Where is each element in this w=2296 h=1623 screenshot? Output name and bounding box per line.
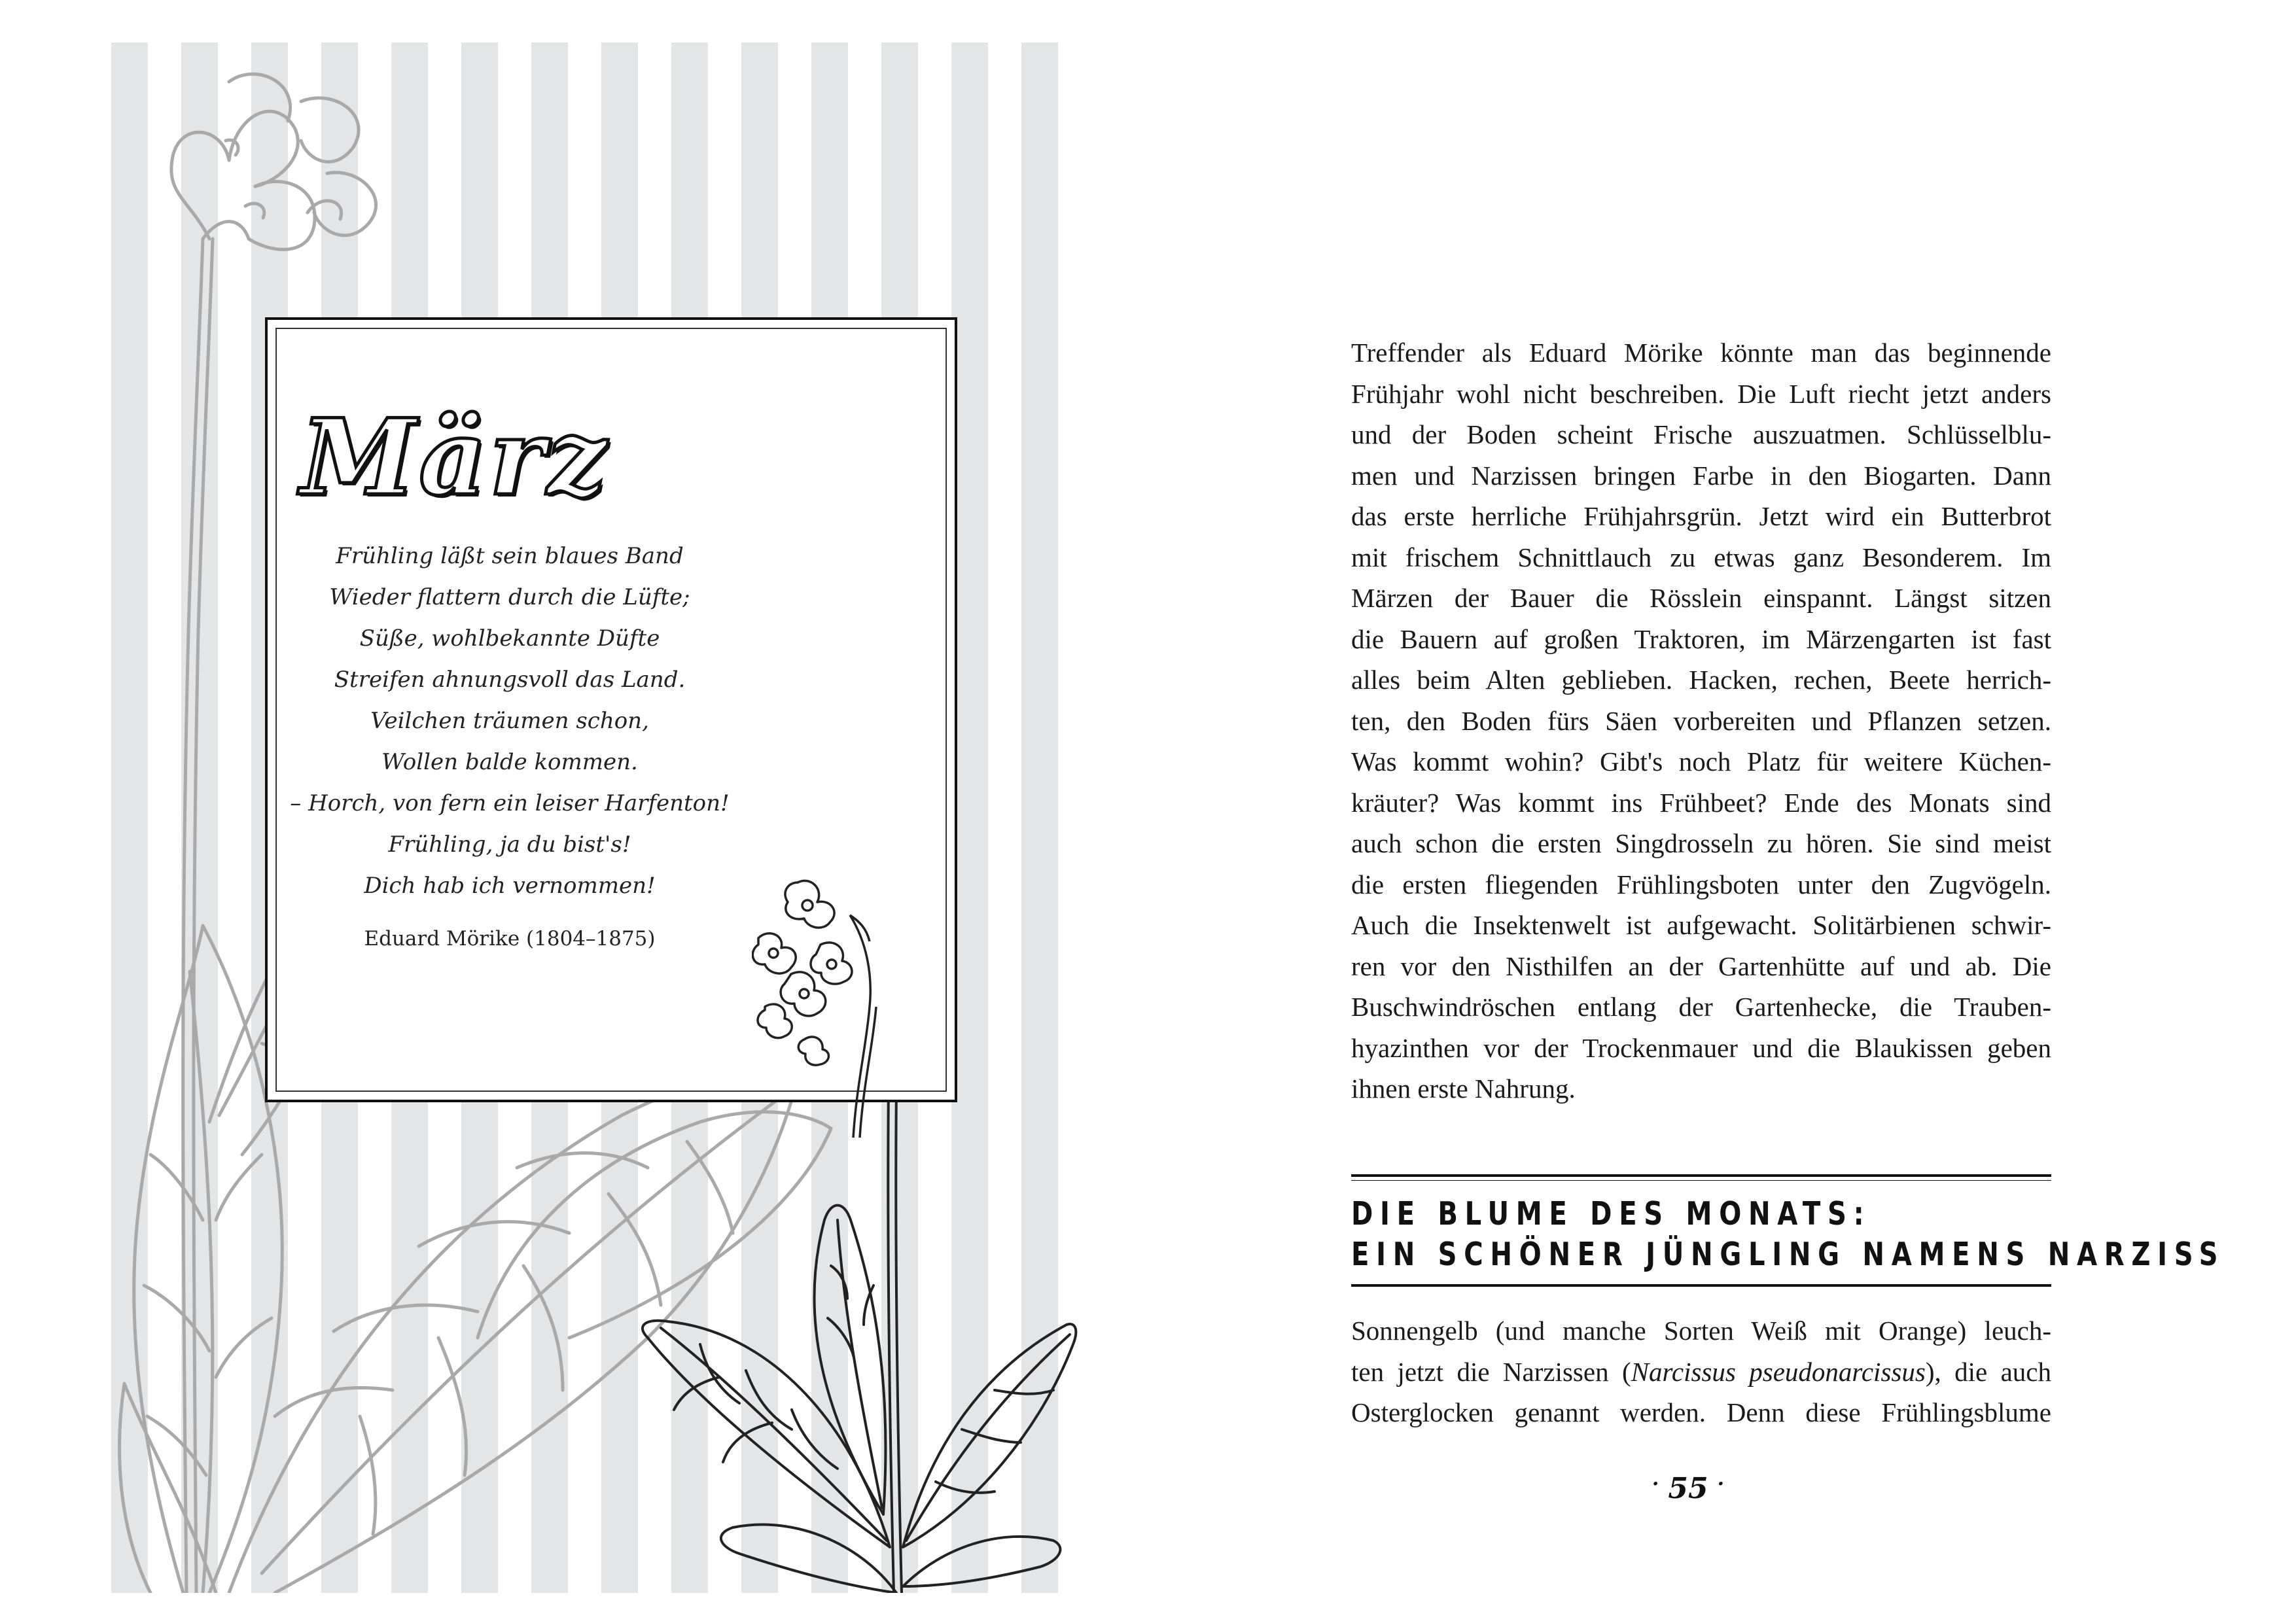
text-line: das erste herrliche Frühjahrsgrün. Jetzt wird ein Butterbrot: [1351, 501, 2051, 531]
poem-line: Wieder flattern durch die Lüfte;: [329, 584, 690, 610]
narcissus-section: [1351, 1310, 2051, 1433]
poem-line: Süße, wohlbekannte Düfte: [359, 625, 660, 652]
text-line: alles beim Alten geblieben. Hacken, rechen, Beete herrich-: [1351, 665, 2051, 695]
month-title: März: [300, 396, 609, 519]
page-number-dot-right: ·: [1717, 1473, 1725, 1495]
text-line: die Bauern auf großen Traktoren, im Märzengarten ist fast: [1351, 623, 2051, 654]
text-segment: ten jetzt die Narzissen (: [1351, 1356, 1631, 1387]
left-page: [111, 43, 1078, 1593]
poem-author: Eduard Mörike (1804–1875): [364, 927, 656, 951]
poem-line: Veilchen träumen schon,: [370, 708, 649, 734]
text-line: die ersten fliegenden Frühlingsboten unter den Zugvögeln.: [1351, 869, 2051, 899]
latin-name: Narcissus pseudonarcissus: [1631, 1356, 1926, 1387]
text-line: men und Narzissen bringen Farbe in den Biogarten. Dann: [1351, 460, 2051, 491]
section-heading-text: [1351, 1194, 2225, 1275]
heading-line-1: DIE BLUME DES MONATS:: [1351, 1195, 1871, 1232]
poem: [268, 536, 752, 960]
text-line: Was kommt wohin? Gibt's noch Platz für weitere Küchen-: [1351, 746, 2051, 777]
text-line: ihnen erste Nahrung.: [1351, 1073, 1576, 1104]
text-line: auch schon die ersten Singdrosseln zu hören. Sie sind meist: [1351, 828, 2051, 858]
poem-line: – Horch, von fern ein leiser Harfenton!: [290, 790, 730, 816]
text-line: Treffender als Eduard Mörike könnte man das beginnende: [1351, 338, 2051, 368]
heading-rule-bottom: [1351, 1284, 2051, 1287]
text-line: ten, den Boden fürs Säen vorbereiten und Pflanzen setzen.: [1351, 705, 2051, 736]
text-line: Frühjahr wohl nicht beschreiben. Die Luft riecht jetzt anders: [1351, 378, 2051, 409]
text-line: Buschwindröschen entlang der Gartenhecke, die Trauben-: [1351, 992, 2051, 1022]
text-line: kräuter? Was kommt ins Frühbeet? Ende des Monats sind: [1351, 787, 2051, 818]
text-line: mit frischem Schnittlauch zu etwas ganz Besonderem. Im: [1351, 542, 2051, 572]
heading-rule-top: [1351, 1174, 2051, 1177]
text-line: Sonnengelb (und manche Sorten Weiß mit Orange) leuch-: [1351, 1316, 2051, 1346]
text-line: hyazinthen vor der Trockenmauer und die Blaukissen geben: [1351, 1032, 2051, 1063]
page-number-value: 55: [1668, 1472, 1708, 1505]
poem-frame: [265, 317, 957, 1102]
intro-paragraph: [1351, 332, 2051, 1109]
page-number-dot-left: ·: [1651, 1473, 1659, 1495]
text-line: Auch die Insektenwelt ist aufgewacht. Solitärbienen schwir-: [1351, 910, 2051, 940]
text-segment: ), die auch: [1925, 1356, 2052, 1387]
right-page-intro: [1351, 332, 2051, 1109]
page-number: [1623, 1472, 1754, 1505]
text-line: [1351, 1352, 2051, 1393]
text-line: Osterglocken genannt werden. Denn diese Frühlingsblume: [1351, 1397, 2051, 1427]
heading-line-2: EIN SCHÖNER JÜNGLING NAMENS NARZISS: [1351, 1236, 2225, 1273]
poem-line: Frühling läßt sein blaues Band: [336, 543, 684, 569]
section-heading: [1351, 1174, 2225, 1287]
poem-line: Dich hab ich vernommen!: [364, 873, 656, 899]
text-line: Märzen der Bauer die Rösslein einspannt. Längst sitzen: [1351, 583, 2051, 613]
text-line: und der Boden scheint Frische auszuatmen. Schlüsselblu-: [1351, 419, 2051, 449]
poem-line: Streifen ahnungsvoll das Land.: [334, 667, 686, 693]
primrose-flower-icon: [752, 876, 883, 1138]
narcissus-paragraph: [1351, 1310, 2051, 1433]
text-line: ren vor den Nisthilfen an der Gartenhütte auf und ab. Die: [1351, 951, 2051, 981]
poem-line: Wollen balde kommen.: [381, 749, 638, 775]
poem-line: Frühling, ja du bist's!: [388, 831, 631, 858]
heading-rule-top-thin: [1351, 1180, 2051, 1181]
